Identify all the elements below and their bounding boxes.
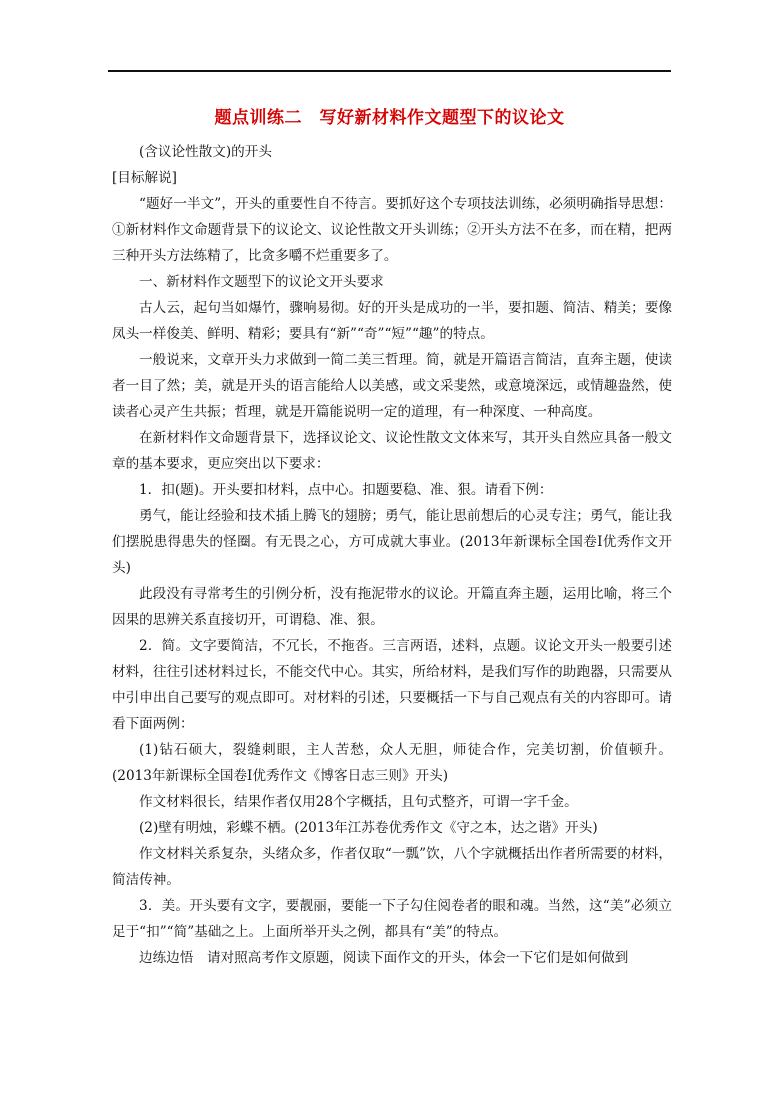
paragraph: (含议论性散文)的开头 [139, 144, 272, 160]
paragraph: 一、新材料作文题型下的议论文开头要求 [139, 274, 384, 290]
header-rule [108, 70, 671, 72]
paragraph: 作文材料很长，结果作者仅用28个字概括，且句式整齐，可谓一字千金。 [139, 794, 578, 810]
paragraph: 在新材料作文命题背景下，选择议论文、议论性散文文体来写，其开头自然应具备一般文章的基本要求，更应突出以下要求： [112, 430, 672, 472]
paragraph: 勇气，能让经验和技术插上腾飞的翅膀；勇气，能让思前想后的心灵专注；勇气，能让我们摆脱患得患失的怪圈。有无畏之心，方可成就大事业。(2013年新课标全国卷Ⅰ优秀作文开头) [112, 508, 672, 576]
paragraph: 2．简。文字要简洁，不冗长，不拖沓。三言两语，述料，点题。议论文开头一般要引述材料，往往引述材料过长，不能交代中心。其实，所给材料，是我们写作的助跑器，只需要从中引申出自己要写的观点即可。对材料的引述，只要概括一下与自己观点有关的内容即可。请看下面两例： [112, 638, 672, 732]
paragraph: 1．扣(题)。开头要扣材料，点中心。扣题要稳、准、狠。请看下例： [139, 482, 553, 498]
paragraph: “题好一半文”，开头的重要性自不待言。要抓好这个专项技法训练，必须明确指导思想：①新材料作文命题背景下的议论文、议论性散文开头训练；②开头方法不在多，而在精，把两三种开头方法练精了，比贪多嚼不烂重要多了。 [112, 196, 672, 264]
paragraph: 3．美。开头要有文字，要靓丽，要能一下子勾住阅卷者的眼和魂。当然，这“美”必须立足于“扣”“简”基础之上。上面所举开头之例，都具有“美”的特点。 [112, 898, 672, 940]
page-title: 题点训练二 写好新材料作文题型下的议论文 [214, 108, 565, 128]
paragraph: 古人云，起句当如爆竹，骤响易彻。好的开头是成功的一半，要扣题、简洁、精美；要像凤头一样俊美、鲜明、精彩；要具有“新”“奇”“短”“趣”的特点。 [112, 300, 672, 342]
paragraph: 作文材料关系复杂，头绪众多，作者仅取“一瓢”饮，八个字就概括出作者所需要的材料，简洁传神。 [112, 846, 672, 888]
paragraph: 此段没有寻常考生的引例分析，没有拖泥带水的议论。开篇直奔主题，运用比喻，将三个因果的思辨关系直接切开，可谓稳、准、狠。 [112, 586, 672, 628]
document-body [112, 139, 672, 971]
paragraph: [目标解说] [112, 170, 177, 186]
paragraph: 一般说来，文章开头力求做到一简二美三哲理。简，就是开篇语言简洁，直奔主题，使读者一目了然；美，就是开头的语言能给人以美感，或文采斐然，或意境深远，或情趣盎然，使读者心灵产生共振；哲理，就是开篇能说明一定的道理，有一种深度、一种高度。 [112, 352, 672, 420]
paragraph: (1)钻石硕大，裂缝刺眼，主人苦愁，众人无胆，师徒合作，完美切割，价值顿升。(2013年新课标全国卷Ⅰ优秀作文《博客日志三则》开头) [112, 742, 672, 784]
paragraph: (2)壁有明烛，彩蝶不栖。(2013年江苏卷优秀作文《守之本，达之谐》开头) [139, 820, 598, 836]
paragraph: 边练边悟 请对照高考作文原题，阅读下面作文的开头，体会一下它们是如何做到 [139, 950, 629, 966]
